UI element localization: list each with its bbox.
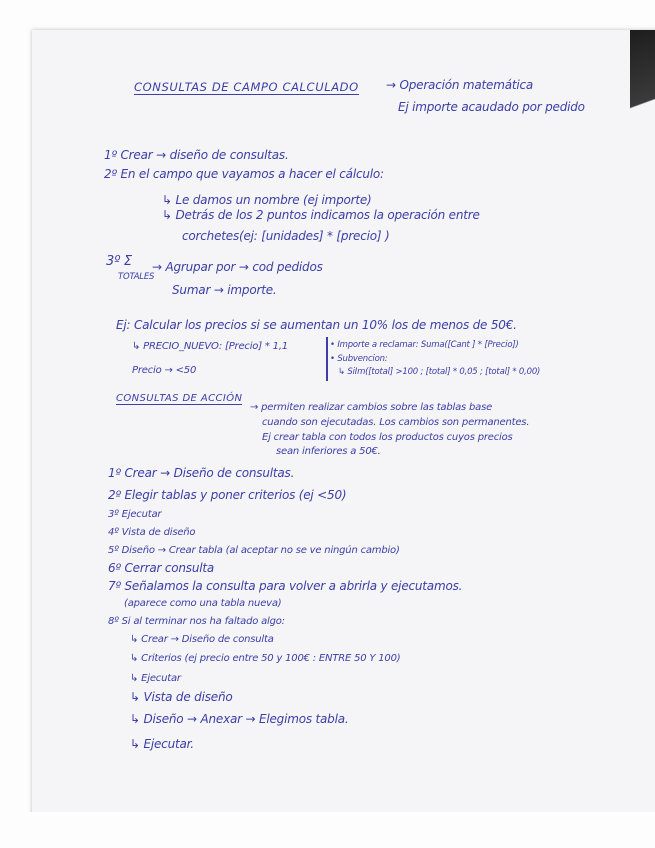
title-arrow-note: → Operación matemática <box>386 78 534 92</box>
action-step-1: 1º Crear → Diseño de consultas. <box>108 466 295 480</box>
action-step-8d: ↳ Vista de diseño <box>130 690 233 704</box>
background-left <box>0 0 34 848</box>
calc-step-2a: ↳ Le damos un nombre (ej importe) <box>162 193 372 207</box>
page-corner-shadow <box>630 30 655 150</box>
action-step-7-note: (aparece como una tabla nueva) <box>124 598 282 609</box>
action-step-8a: ↳ Crear → Diseño de consulta <box>130 634 274 645</box>
example-right-3: ↳ SiIm([total] >100 ; [total] * 0,05 ; [total] * 0,00) <box>338 367 541 377</box>
totals-label: TOTALES <box>118 272 155 282</box>
action-step-8: 8º Si al terminar nos ha faltado algo: <box>108 616 285 627</box>
action-step-2: 2º Elegir tablas y poner criterios (ej <50) <box>108 488 347 502</box>
calc-step-2b: ↳ Detrás de los 2 puntos indicamos la operación entre <box>162 208 480 222</box>
action-step-8f: ↳ Ejecutar. <box>130 737 194 751</box>
action-desc-4: sean inferiores a 50€. <box>276 446 381 457</box>
page-title: CONSULTAS DE CAMPO CALCULADO <box>134 80 359 94</box>
example-right-2: • Subvencion: <box>330 354 388 364</box>
background-top <box>0 0 655 32</box>
action-step-8c: ↳ Ejecutar <box>130 673 181 684</box>
totals-sum: Sumar → importe. <box>172 283 277 297</box>
bracket-divider <box>326 337 328 381</box>
calc-step-2: 2º En el campo que vayamos a hacer el cálculo: <box>104 167 384 181</box>
action-step-6: 6º Cerrar consulta <box>108 561 215 575</box>
example-right-1: • Importe a reclamar: Suma([Cant ] * [Precio]) <box>330 340 519 350</box>
action-desc-1: → permiten realizar cambios sobre las tablas base <box>250 402 493 413</box>
action-step-8b: ↳ Criterios (ej precio entre 50 y 100€ : ENTRE 50 Y 100) <box>130 653 401 664</box>
calc-step-2c: corchetes(ej: [unidades] * [precio] ) <box>182 229 390 243</box>
action-step-3: 3º Ejecutar <box>108 509 162 520</box>
totals-step: 3º Σ <box>106 254 132 269</box>
example-intro: Ej: Calcular los precios si se aumentan un 10% los de menos de 50€. <box>116 318 517 332</box>
totals-group: → Agrupar por → cod pedidos <box>152 260 323 274</box>
action-step-7: 7º Señalamos la consulta para volver a abrirla y ejecutamos. <box>108 579 463 593</box>
example-formula: ↳ PRECIO_NUEVO: [Precio] * 1,1 <box>132 341 288 352</box>
calc-step-1: 1º Crear → diseño de consultas. <box>104 148 289 162</box>
action-step-5: 5º Diseño → Crear tabla (al aceptar no se ve ningún cambio) <box>108 545 400 556</box>
action-desc-3: Ej crear tabla con todos los productos cuyos precios <box>262 432 513 443</box>
action-title: CONSULTAS DE ACCIÓN <box>116 393 243 404</box>
example-criterion: Precio → <50 <box>132 365 197 376</box>
background-bottom <box>0 812 655 848</box>
action-desc-2: cuando son ejecutadas. Los cambios son permanentes. <box>262 417 530 428</box>
action-step-4: 4º Vista de diseño <box>108 527 196 538</box>
title-example: Ej importe acaudado por pedido <box>398 100 585 114</box>
action-step-8e: ↳ Diseño → Anexar → Elegimos tabla. <box>130 712 349 726</box>
